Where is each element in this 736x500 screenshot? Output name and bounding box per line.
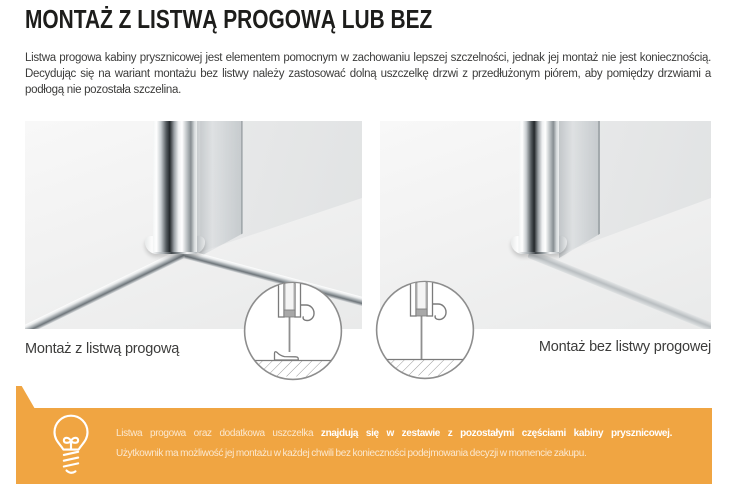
page-title: MONTAŻ Z LISTWĄ PROGOWĄ LUB BEZ [25, 6, 433, 34]
lightbulb-icon [46, 413, 96, 479]
threshold-strip-left [25, 249, 186, 329]
chrome-profile [153, 121, 197, 252]
note-banner [16, 408, 712, 484]
caption-without-threshold: Montaż bez listwy progowej [538, 339, 711, 355]
caption-with-threshold: Montaż z listwą progową [25, 341, 180, 357]
banner-fold [16, 386, 35, 409]
floor-junction-strip [527, 249, 711, 329]
chrome-profile [519, 121, 559, 252]
cross-section-with-threshold-strip [243, 281, 343, 381]
cross-section-without-threshold-strip [375, 280, 475, 380]
note-text [116, 424, 672, 464]
note-line-2: Użytkownik ma możliwość jej montażu w każdej chwili bez konieczności podejmowania decyzji w momencie zakupu. [116, 448, 587, 459]
note-line-1 [116, 424, 672, 444]
note-bold-text: znajdują się w zestawie z pozostałymi częściami kabiny prysznicowej. [320, 428, 672, 439]
note-regular-text: Listwa progowa oraz dodatkowa uszczelka [116, 428, 314, 439]
intro-text: Listwa progowa kabiny prysznicowej jest elementem pomocnym w zachowaniu lepszej szczelności, jednak jej montaż nie jest koniecznością. Decydując się na wariant montażu bez listwy należy zastosować dolną uszczelkę drzwi z przedłużonym piórem, aby pomiędzy drzwiami a podłogą nie pozostała szczelina. [25, 52, 711, 96]
